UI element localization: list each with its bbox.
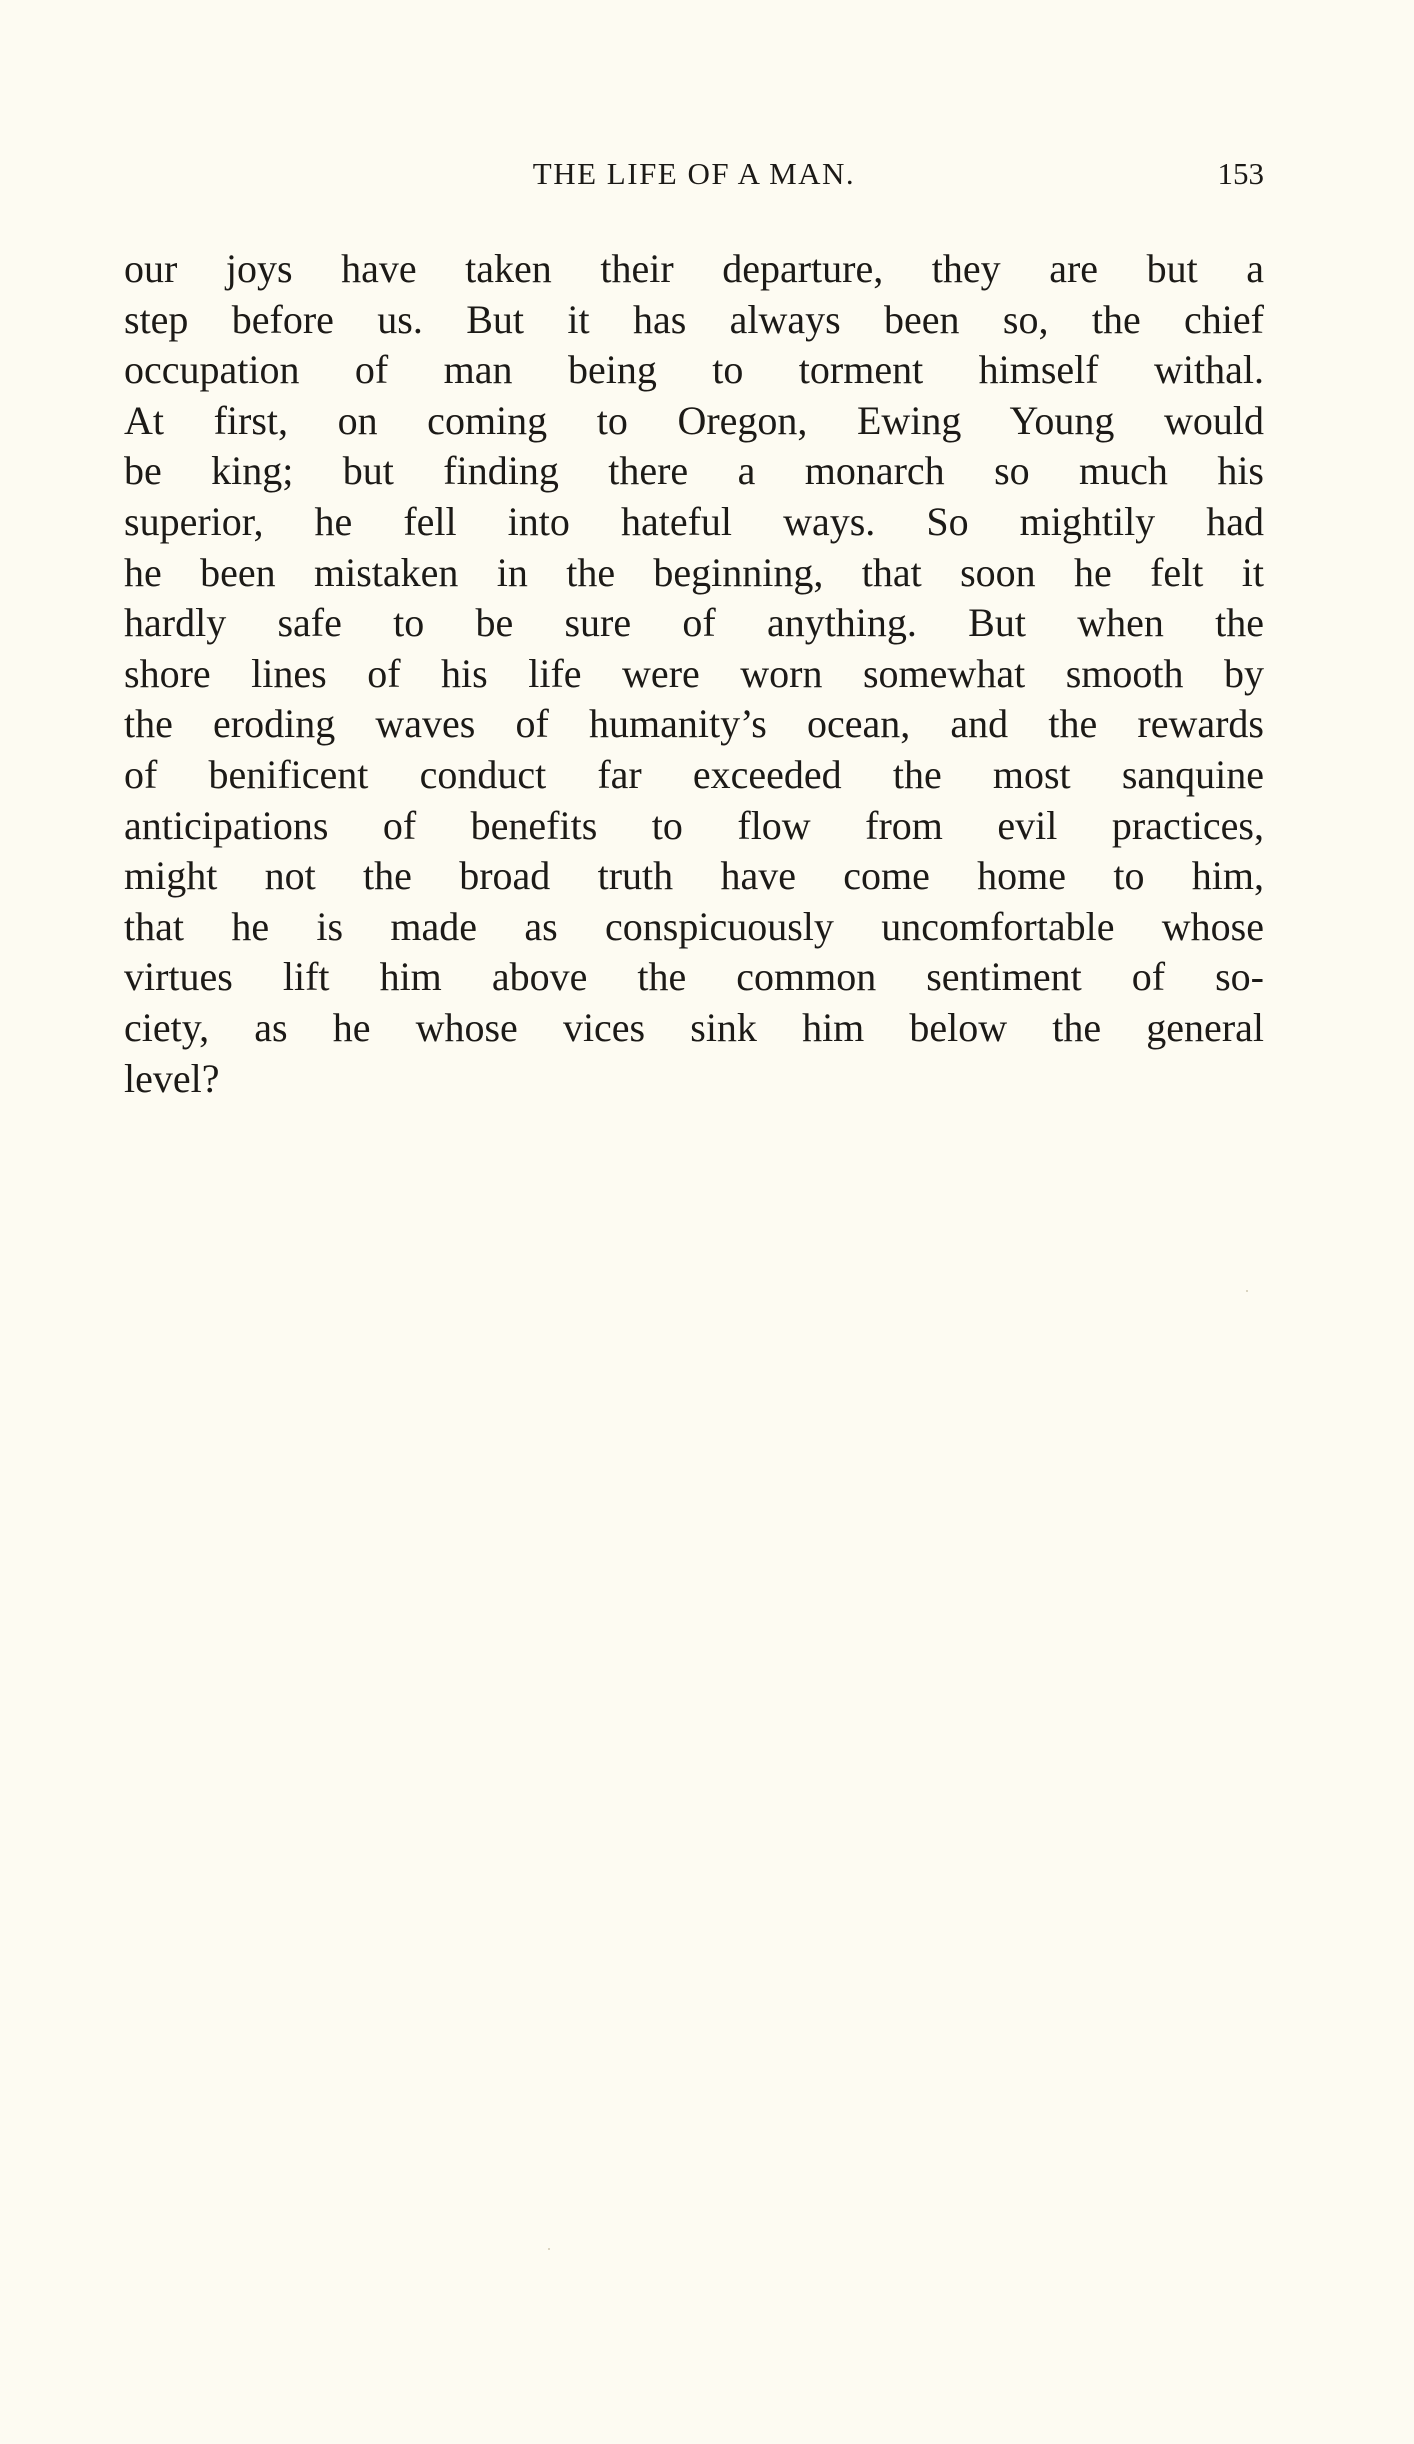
paper-speck: [1246, 1290, 1248, 1292]
text-line: of benificent conduct far exceeded the most sanquine: [124, 751, 1264, 797]
text-line: our joys have taken their departure, they are but a: [124, 246, 1264, 291]
text-line: shore lines of his life were worn somewhat smooth by: [124, 650, 1264, 696]
running-head: [124, 152, 1264, 196]
running-title: THE LIFE OF A MAN.: [532, 156, 856, 191]
text-line: At first, on coming to Oregon, Ewing Young would: [124, 397, 1264, 443]
text-line: be king; but finding there a monarch so much his: [124, 448, 1264, 494]
text-line: hardly safe to be sure of anything. But when the: [124, 600, 1264, 646]
text-line: step before us. But it has always been so, the chief: [124, 296, 1264, 342]
text-line: virtues lift him above the common sentiment of so-: [124, 954, 1264, 1000]
text-line: superior, he fell into hateful ways. So mightily had: [124, 498, 1264, 544]
text-line: that he is made as conspicuously uncomfortable whose: [124, 903, 1264, 949]
text-line: occupation of man being to torment himself withal.: [124, 347, 1264, 393]
text-line: the eroding waves of humanity’s ocean, and the rewards: [124, 701, 1264, 747]
text-line: anticipations of benefits to flow from evil practices,: [124, 802, 1264, 848]
paper-speck: [548, 2248, 550, 2250]
body-text: [124, 244, 1264, 1104]
text-line: ciety, as he whose vices sink him below the general: [124, 1004, 1264, 1050]
text-line: might not the broad truth have come home to him,: [124, 853, 1264, 899]
text-line: he been mistaken in the beginning, that soon he felt it: [124, 549, 1264, 595]
text-line-last: level?: [124, 1055, 220, 1101]
page-number: 153: [1217, 156, 1264, 191]
